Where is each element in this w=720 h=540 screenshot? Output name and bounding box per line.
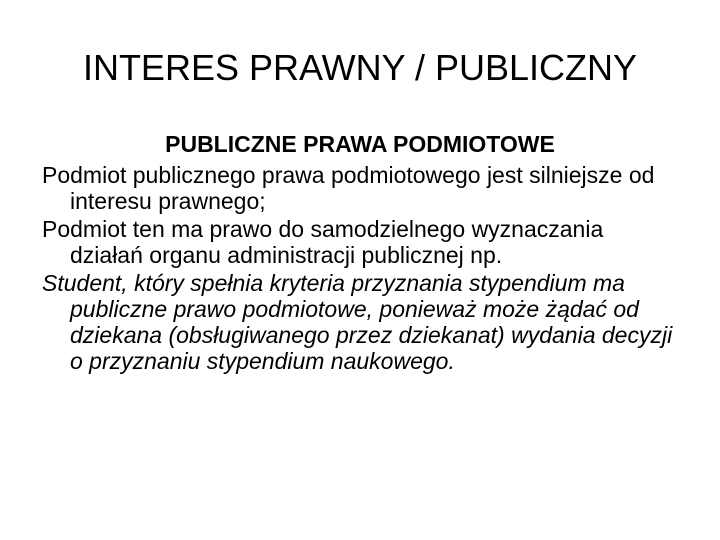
paragraph-2: Podmiot ten ma prawo do samodzielnego wyznaczania działań organu administracji publicznej np.	[42, 216, 604, 268]
slide-content	[42, 126, 678, 374]
paragraph-1: Podmiot publicznego prawa podmiotowego jest silniejsze od interesu prawnego;	[42, 162, 655, 214]
paragraph-3-example: Student, który spełnia kryteria przyznania stypendium ma publiczne prawo podmiotowe, ponieważ może żądać od dziekana (obsługiwanego przez dziekanat) wydania decyzji o przyznaniu stypendium naukowego.	[42, 270, 673, 374]
slide-title: INTERES PRAWNY / PUBLICZNY	[82, 47, 638, 88]
subheading: PUBLICZNE PRAWA PODMIOTOWE	[165, 131, 555, 157]
